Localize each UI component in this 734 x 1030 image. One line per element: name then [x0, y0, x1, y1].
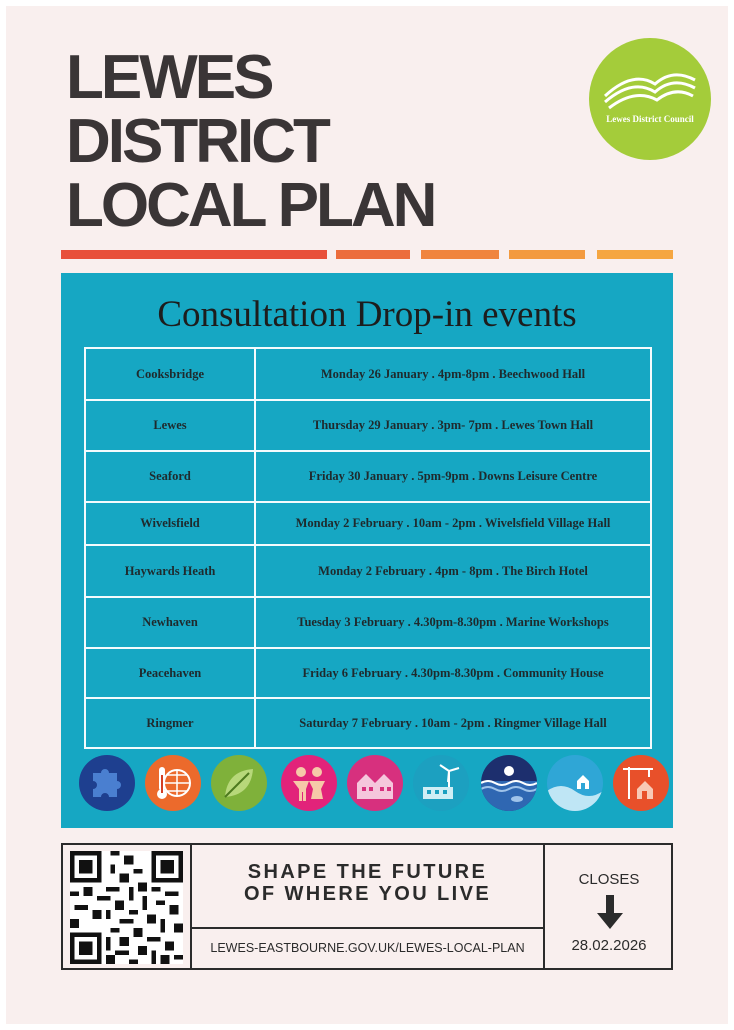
theme-icons — [75, 755, 665, 813]
event-location: Seaford — [85, 451, 255, 502]
event-details: Monday 26 January . 4pm-8pm . Beechwood Hall — [255, 348, 651, 400]
event-details: Monday 2 February . 4pm - 8pm . The Birch Hotel — [255, 545, 651, 597]
table-row — [85, 597, 651, 648]
stripe-4 — [509, 250, 585, 259]
qr-code[interactable] — [69, 851, 184, 964]
title-line-2: DISTRICT — [66, 107, 328, 176]
event-location: Cooksbridge — [85, 348, 255, 400]
event-details: Friday 30 January . 5pm-9pm . Downs Leisure Centre — [255, 451, 651, 502]
closes-label: CLOSES — [578, 871, 640, 888]
stripe-2 — [336, 250, 410, 259]
events-panel — [61, 273, 673, 828]
logo-text: Lewes District Council — [606, 114, 694, 124]
table-row — [85, 648, 651, 698]
event-details: Friday 6 February . 4.30pm-8.30pm . Community House — [255, 648, 651, 698]
leaf-icon — [211, 755, 267, 811]
slogan — [192, 861, 543, 905]
events-heading: Consultation Drop-in events — [157, 294, 577, 335]
jigsaw-icon — [79, 755, 135, 811]
event-details: Saturday 7 February . 10am - 2pm . Ringmer Village Hall — [255, 698, 651, 748]
table-row — [85, 698, 651, 748]
people-icon — [281, 755, 337, 811]
events-table — [84, 347, 652, 749]
crane-house-icon — [613, 755, 669, 811]
table-row — [85, 400, 651, 451]
title-line-1: LEWES — [66, 43, 272, 112]
arrow-down-icon — [597, 895, 623, 931]
footer-message — [190, 845, 545, 968]
sea-icon — [481, 755, 537, 811]
event-location: Newhaven — [85, 597, 255, 648]
thermometer-globe-icon — [145, 755, 201, 811]
wind-turbine-icon — [413, 755, 469, 811]
slogan-line-1: SHAPE THE FUTURE — [247, 861, 488, 883]
stripe-3 — [421, 250, 499, 259]
closes-date: 28.02.2026 — [571, 937, 647, 954]
title-line-3: LOCAL PLAN — [66, 171, 435, 240]
event-location: Ringmer — [85, 698, 255, 748]
houses-icon — [347, 755, 403, 811]
table-row — [85, 348, 651, 400]
event-details: Monday 2 February . 10am - 2pm . Wivelsfield Village Hall — [255, 502, 651, 545]
event-location: Peacehaven — [85, 648, 255, 698]
poster-title — [66, 43, 546, 240]
event-details: Thursday 29 January . 3pm- 7pm . Lewes Town Hall — [255, 400, 651, 451]
poster — [6, 6, 728, 1024]
event-location: Haywards Heath — [85, 545, 255, 597]
stripe-5 — [597, 250, 673, 259]
table-row — [85, 502, 651, 545]
coast-house-icon — [547, 755, 603, 811]
event-location: Lewes — [85, 400, 255, 451]
council-logo — [589, 38, 711, 160]
event-details: Tuesday 3 February . 4.30pm-8.30pm . Marine Workshops — [255, 597, 651, 648]
slogan-line-2: OF WHERE YOU LIVE — [243, 883, 492, 905]
event-location: Wivelsfield — [85, 502, 255, 545]
stripe-1 — [61, 250, 327, 259]
hills-icon — [603, 62, 697, 112]
footer-box — [61, 843, 673, 970]
plan-url[interactable]: LEWES-EASTBOURNE.GOV.UK/LEWES-LOCAL-PLAN — [192, 927, 543, 968]
table-row — [85, 451, 651, 502]
table-row — [85, 545, 651, 597]
